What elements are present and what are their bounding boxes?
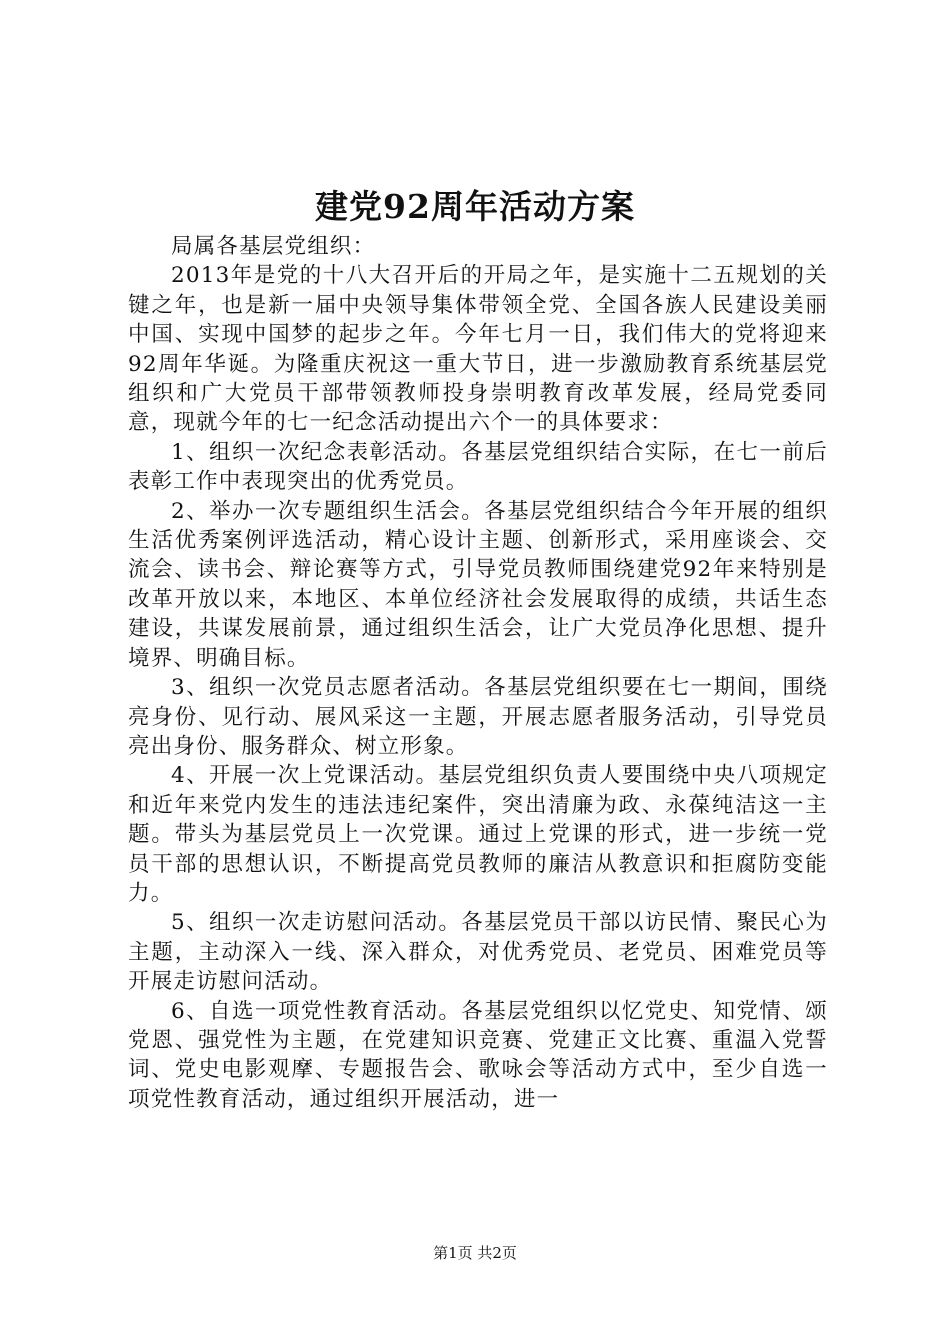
item-3-paragraph: 3、组织一次党员志愿者活动。各基层党组织要在七一期间，围绕亮身份、见行动、展风采这一主题，开展志愿者服务活动，引导党员亮出身份、服务群众、树立形象。	[128, 675, 828, 759]
item-4-paragraph: 4、开展一次上党课活动。基层党组织负责人要围绕中央八项规定和近年来党内发生的违法违纪案件，突出清廉为政、永葆纯洁这一主题。带头为基层党员上一次党课。通过上党课的形式，进一步统一党员干部的思想认识，不断提高党员教师的廉洁从教意识和拒腐防变能力。	[128, 763, 828, 906]
page-number-footer: 第1页 共2页	[433, 1244, 517, 1262]
item-5-paragraph: 5、组织一次走访慰问活动。各基层党员干部以访民情、聚民心为主题，主动深入一线、深入群众，对优秀党员、老党员、困难党员等开展走访慰问活动。	[128, 910, 828, 995]
intro-paragraph: 2013年是党的十八大召开后的开局之年，是实施十二五规划的关键之年，也是新一届中央领导集体带领全党、全国各族人民建设美丽中国、实现中国梦的起步之年。今年七月一日，我们伟大的党将迎来92周年华诞。为隆重庆祝这一重大节日，进一步激励教育系统基层党组织和广大党员干部带领教师投身崇明教育改革发展，经局党委同意，现就今年的七一纪念活动提出六个一的具体要求：	[128, 263, 828, 436]
salutation-paragraph: 局属各基层党组织：	[171, 234, 376, 259]
item-6-paragraph: 6、自选一项党性教育活动。各基层党组织以忆党史、知党情、颂党恩、强党性为主题，在党建知识竞赛、党建正文比赛、重温入党誓词、党史电影观摩、专题报告会、歌咏会等活动方式中，至少自选一项党性教育活动，通过组织开展活动，进一	[128, 998, 828, 1112]
document-title: 建党92周年活动方案	[315, 187, 635, 226]
document-body	[128, 232, 828, 1114]
item-1-paragraph: 1、组织一次纪念表彰活动。各基层党组织结合实际，在七一前后表彰工作中表现突出的优秀党员。	[128, 439, 828, 495]
item-2-paragraph: 2、举办一次专题组织生活会。各基层党组织结合今年开展的组织生活优秀案例评选活动，精心设计主题、创新形式，采用座谈会、交流会、读书会、辩论赛等方式，引导党员教师围绕建党92年来特别是改革开放以来，本地区、本单位经济社会发展取得的成绩，共话生态建设，共谋发展前景，通过组织生活会，让广大党员净化思想、提升境界、明确目标。	[128, 498, 828, 671]
